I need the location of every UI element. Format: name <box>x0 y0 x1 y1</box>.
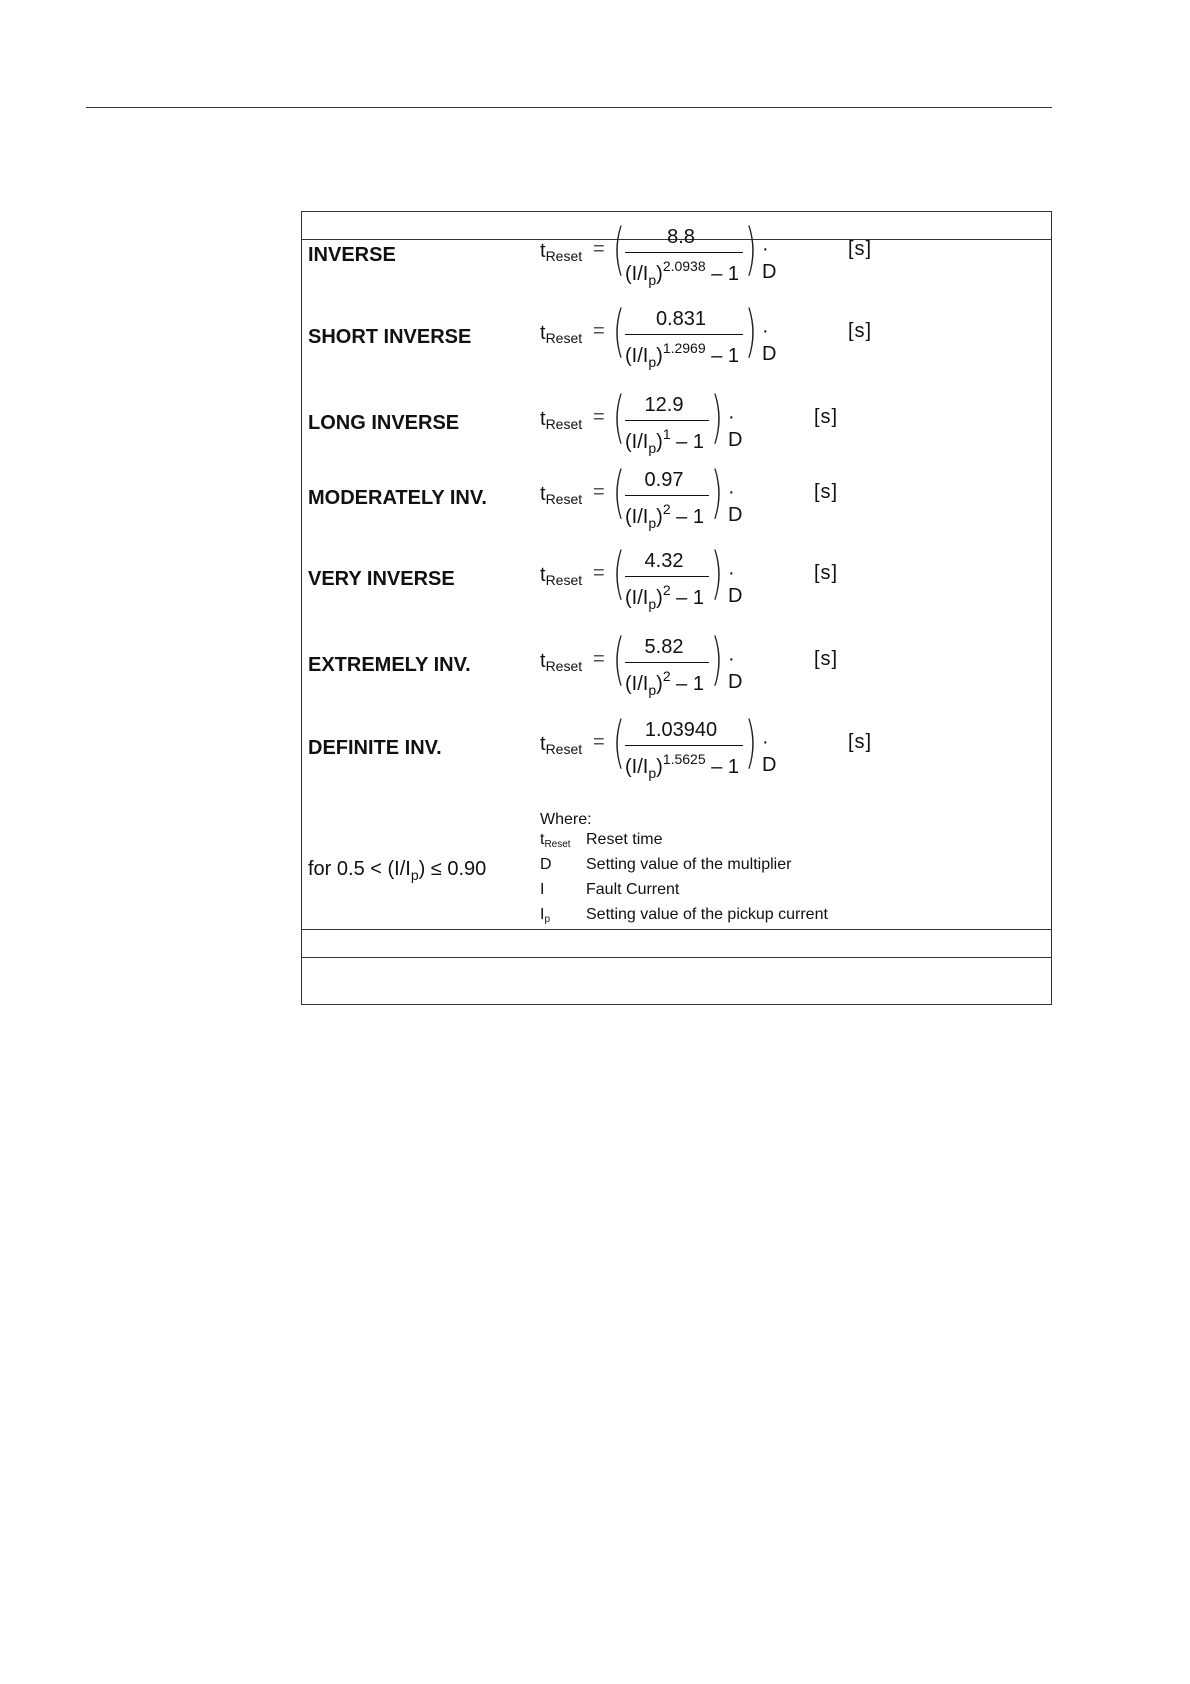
left-paren: ( <box>612 710 625 775</box>
times-d: · D <box>762 238 777 283</box>
fraction-bar <box>625 495 709 496</box>
t-reset-symbol: $t_{Reset}$ <box>540 240 583 264</box>
left-paren: ( <box>612 627 625 692</box>
numerator: 12.9 <box>644 394 684 416</box>
times-d: · D <box>728 481 743 526</box>
t-reset-symbol: $t_{Reset}$ <box>540 322 583 346</box>
equals-sign: = <box>593 731 605 753</box>
times-d: · D <box>728 648 743 693</box>
right-paren: ) <box>710 627 723 692</box>
curve-name: EXTREMELY INV. <box>308 654 471 676</box>
times-d: · D <box>728 562 743 607</box>
fraction-bar <box>625 334 743 335</box>
t-reset-symbol: $t_{Reset}$ <box>540 564 583 588</box>
t-reset-symbol: $t_{Reset}$ <box>540 650 583 674</box>
formula-row <box>302 541 1051 618</box>
left-paren: ( <box>612 460 625 525</box>
footer-divider-2 <box>302 957 1051 958</box>
curve-name: LONG INVERSE <box>308 412 460 434</box>
numerator: 8.8 <box>667 226 695 248</box>
right-paren: ) <box>744 299 757 364</box>
right-paren: ) <box>710 385 723 450</box>
unit-seconds: [s] <box>814 562 839 584</box>
formula-row <box>302 460 1051 537</box>
where-description: Fault Current <box>586 881 680 898</box>
equals-sign: = <box>593 648 605 670</box>
equals-sign: = <box>593 320 605 342</box>
reset-time-table <box>301 211 1052 1005</box>
unit-seconds: [s] <box>848 238 873 260</box>
t-reset-symbol: $t_{Reset}$ <box>540 408 583 432</box>
where-item <box>540 855 828 880</box>
range-condition <box>308 858 486 883</box>
equals-sign: = <box>593 406 605 428</box>
fraction-bar <box>625 576 709 577</box>
range-suffix: ) ≤ 0.90 <box>418 858 487 880</box>
where-symbol: $I_p$ <box>540 906 551 925</box>
denominator: $(I/I_p)^2 - 1$ <box>625 582 704 612</box>
fraction-bar <box>625 252 743 253</box>
left-paren: ( <box>612 299 625 364</box>
where-symbol: $t_{Reset}$ <box>540 831 571 850</box>
right-paren: ) <box>710 460 723 525</box>
t-reset-symbol: $t_{Reset}$ <box>540 733 583 757</box>
where-description: Setting value of the pickup current <box>586 906 828 923</box>
fraction-bar <box>625 745 743 746</box>
equals-sign: = <box>593 238 605 260</box>
left-paren: ( <box>612 217 625 282</box>
denominator: $(I/I_p)^2 - 1$ <box>625 501 704 531</box>
unit-seconds: [s] <box>848 731 873 753</box>
formula-row <box>302 710 1051 787</box>
range-prefix: for 0.5 < (I/I <box>308 858 411 880</box>
denominator: $(I/I_p)^{1.5625} - 1$ <box>625 751 740 781</box>
where-description: Reset time <box>586 831 663 848</box>
numerator: 0.97 <box>644 469 684 491</box>
denominator: $(I/I_p)^{1.2969} - 1$ <box>625 340 740 370</box>
where-description: Setting value of the multiplier <box>586 856 792 873</box>
where-symbol: I <box>540 881 545 898</box>
fraction-bar <box>625 420 709 421</box>
unit-seconds: [s] <box>814 406 839 428</box>
where-symbol: D <box>540 856 552 873</box>
right-paren: ) <box>744 217 757 282</box>
numerator: 5.82 <box>644 636 684 658</box>
top-rule <box>86 107 1052 108</box>
times-d: · D <box>762 731 777 776</box>
unit-seconds: [s] <box>814 648 839 670</box>
right-paren: ) <box>744 710 757 775</box>
equals-sign: = <box>593 481 605 503</box>
footer-divider-1 <box>302 929 1051 930</box>
equals-sign: = <box>593 562 605 584</box>
curve-name: DEFINITE INV. <box>308 737 442 759</box>
formula-row <box>302 627 1051 704</box>
where-item <box>540 905 828 930</box>
curve-name: MODERATELY INV. <box>308 487 487 509</box>
where-title: Where: <box>540 811 592 828</box>
numerator: 4.32 <box>644 550 684 572</box>
denominator: $(I/I_p)^{2.0938} - 1$ <box>625 258 740 288</box>
curve-name: SHORT INVERSE <box>308 326 472 348</box>
times-d: · D <box>762 320 777 365</box>
formula-row <box>302 299 1051 376</box>
fraction-bar <box>625 662 709 663</box>
numerator: 0.831 <box>655 308 707 330</box>
where-legend <box>540 810 828 930</box>
left-paren: ( <box>612 541 625 606</box>
numerator: 1.03940 <box>644 719 718 741</box>
curve-name: INVERSE <box>308 244 396 266</box>
unit-seconds: [s] <box>814 481 839 503</box>
left-paren: ( <box>612 385 625 450</box>
t-reset-symbol: $t_{Reset}$ <box>540 483 583 507</box>
denominator: $(I/I_p)^1 - 1$ <box>625 426 704 456</box>
where-item <box>540 830 828 855</box>
curve-name: VERY INVERSE <box>308 568 455 590</box>
formula-row <box>302 385 1051 462</box>
formula-row <box>302 217 1051 294</box>
unit-seconds: [s] <box>848 320 873 342</box>
times-d: · D <box>728 406 743 451</box>
right-paren: ) <box>710 541 723 606</box>
range-sub: p <box>410 867 419 883</box>
where-item <box>540 880 828 905</box>
denominator: $(I/I_p)^2 - 1$ <box>625 668 704 698</box>
